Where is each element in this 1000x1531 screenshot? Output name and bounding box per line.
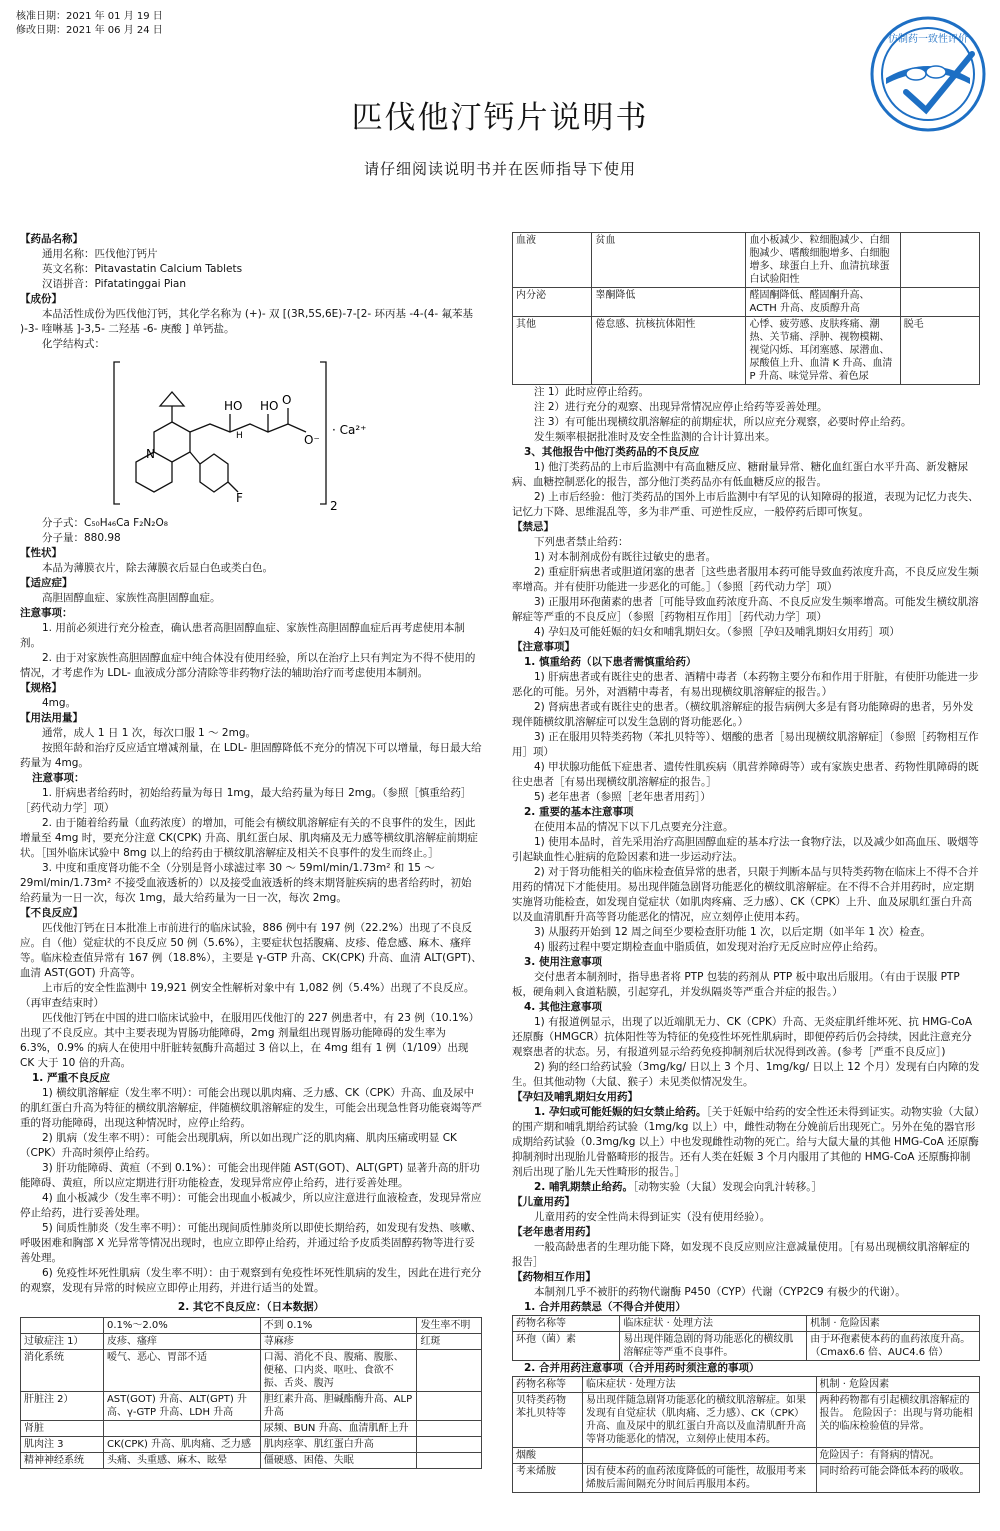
table-header-cell: 机制 · 危险因素 (807, 1316, 980, 1332)
subsection-heading: 1. 合并用药禁忌（不得合并使用） (524, 1301, 686, 1313)
table-cell: 考来烯胺 (513, 1464, 583, 1493)
adverse-item: 2) 肌病（发生率不明）：可能会出现肌病，所以如出现广泛的肌肉痛、肌肉压痛或明显 CK（CPK）升高时须停止给药。 (20, 1132, 457, 1159)
chemical-structure (20, 354, 482, 514)
chemical-structure-diagram (20, 354, 380, 514)
table-cell: AST(GOT) 升高、ALT(GPT) 升高、γ-GTP 升高、LDH 升高 (103, 1392, 260, 1421)
table-cell: 内分泌 (513, 288, 592, 317)
note-heading: 注意事项： (20, 607, 73, 619)
indications-note: 2. 由于对家族性高胆固醇血症中纯合体没有使用经验，所以在治疗上只有判定为不得不使用的情况，才考虑作为 LDL- 血液成分部分清除等非药物疗法的辅助治疗而考虑使用本制剂。 (20, 652, 476, 679)
subsection-heading: 3. 使用注意事项 (524, 956, 602, 968)
table-cell: 肝脏注 2） (21, 1392, 104, 1421)
table-cell (583, 1448, 817, 1464)
dosage-note: 2. 由于随着给药量（血药浓度）的增加，可能会有横纹肌溶解症有关的不良事件的发生，因此增量至 4mg 时，要充分注意 CK(CPK) 升高、肌红蛋白尿、肌肉痛及无力感等横纹肌溶解症前期症状。［国外临床试验中 8mg 以上的给药由于横纹肌溶解症及相关不良事件的发生而终止。］ (20, 817, 478, 859)
table-cell (900, 233, 979, 288)
other-adverse-table (20, 1317, 482, 1469)
table-cell: 胆红素升高、胆碱酯酶升高、ALP 升高 (260, 1392, 417, 1421)
contra-item: 2) 重症肝病患者或胆道闭塞的患者［这些患者服用本药可能导致血药浓度升高，不良反应发生频率增高。并有使肝功能进一步恶化的可能。］（参照［药代动力学］项） (512, 566, 979, 593)
table-footnote: 注 1）此时应停止给药。 (534, 386, 650, 398)
struct-f-label: F (236, 491, 243, 505)
properties-text: 本品为薄膜衣片，除去薄膜衣后显白色或类白色。 (42, 562, 273, 574)
statin-adverse-item: 1) 他汀类药品的上市后监测中有高血糖反应、糖耐量异常、糖化血红蛋白水平升高、新发糖尿病、血糖控制恶化的报告，部分他汀类药品亦有低血糖反应的报告。 (512, 461, 969, 488)
table-row (513, 1448, 980, 1464)
lactation-text (512, 1180, 980, 1195)
table-cell (900, 288, 979, 317)
table-row (21, 1453, 482, 1469)
table-footnote: 发生频率根据批准时及安全性监测的合计计算出来。 (534, 431, 776, 443)
lactation-subheading: 2. 哺乳期禁止给药。 (534, 1181, 633, 1193)
table-row (21, 1392, 482, 1421)
adverse-item: 3) 肝功能障碍、黄疸（不到 0.1%）：可能会出现伴随 AST(GOT)、ALT(GPT) 显著升高的肝功能障碍、黄疸，所以应定期进行肝功能检查，发现异常应停止给药，进行妥善处理。 (20, 1162, 480, 1189)
lactation-detail: ［动物实验（大鼠）发现会向乳汁转移。］ (632, 1181, 822, 1193)
precaution-item: 1) 有报道例显示，出现了以近端肌无力、CK（CPK）升高、无炎症肌纤维坏死、抗 HMG-CoA 还原酶（HMGCR）抗体阳性等为特征的免疫性坏死性肌病时，即便停药后仍会持续，因此注意充分观察患者的状态。另，有报道列显示给药免疫抑制剂后状况得到改善。(参考［严重不良反应］) (512, 1016, 973, 1058)
section-heading: 【孕妇及哺乳期妇女用药】 (512, 1091, 638, 1103)
struct-subscript: 2 (330, 499, 338, 513)
table-row (513, 317, 980, 385)
approve-date: 核准日期：2021 年 01 月 19 日 (16, 11, 163, 22)
table-cell: 过敏症注 1） (21, 1334, 104, 1350)
subsection-heading: 1. 严重不良反应 (32, 1072, 110, 1084)
precaution-item: 4) 服药过程中要定期检查血中脂质值，如发现对治疗无反应时应停止给药。 (534, 941, 885, 953)
table-cell: 倦怠感、抗核抗体阳性 (592, 317, 746, 385)
indications-text: 高胆固醇血症、家族性高胆固醇血症。 (42, 592, 221, 604)
table-cell: 易出现伴随急剧的肾功能恶化的横纹肌溶解症等严重不良事件。 (620, 1332, 807, 1361)
pregnancy-subheading: 1. 孕妇或可能妊娠的妇女禁止给药。 (534, 1106, 707, 1118)
table-row (513, 1332, 980, 1361)
spec-text: 4mg。 (42, 697, 77, 709)
table-cell: 烟酸 (513, 1448, 583, 1464)
subsection-heading: 3、其他报告中他汀类药品的不良反应 (524, 446, 700, 458)
adverse-text: 上市后的安全性监测中 19,921 例安全性解析对象中有 1,082 例（5.4%）出现了不良反应。（再审查结束时） (20, 982, 475, 1009)
struct-h-label: H (236, 431, 243, 441)
table-cell (417, 1453, 482, 1469)
adverse-item: 5) 间质性肺炎（发生率不明）：可能出现间质性肺炎所以即使长期给药，如发现有发热、咳嗽、呼吸困难和胸部 X 光异常等情况出现时，也应立即停止给药，并通过给予皮质类固醇药物等进行妥善处理。 (20, 1222, 482, 1264)
adverse-text: 匹伐他汀钙在日本批准上市前进行的临床试验，886 例中有 197 例（22.2%）出现了不良反应。自（他）觉症状的不良反应 50 例（5.6%），主要症状包括腹痛、皮疹、倦怠感、麻木、瘙痒等。临床检查值异常有 167 例（18.8%），主要是 γ-GTP 升高、CK(CPK) 升高、血清 ALT(GPT)、血清 AST(GOT) 升高等。 (20, 922, 482, 979)
table-cell: 肌肉痉挛、肌红蛋白升高 (260, 1437, 417, 1453)
table-cell: 贫血 (592, 233, 746, 288)
table-header-row (513, 1316, 980, 1332)
section-heading: 【适应症】 (20, 577, 73, 589)
pregnancy-text (512, 1105, 980, 1180)
precaution-item: 2) 狗的经口给药试验（3mg/kg/ 日以上 3 个月、1mg/kg/ 日以上 12 个月）发现有白内障的发生。但其他动物（大鼠、猴子）未见类似情况发生。 (512, 1061, 980, 1088)
table-cell (417, 1392, 482, 1421)
english-name: 英文名称：Pitavastatin Calcium Tablets (42, 263, 243, 275)
table-header-cell: 不到 0.1% (260, 1318, 417, 1334)
table-cell: 嗳气、恶心、胃部不适 (103, 1350, 260, 1392)
table-header-cell: 临床症状 · 处理方法 (620, 1316, 807, 1332)
table-cell (417, 1437, 482, 1453)
other-adverse-table-continued (512, 232, 980, 385)
table-cell (417, 1421, 482, 1437)
precaution-item: 在使用本品的情况下以下几点要充分注意。 (534, 821, 734, 833)
statin-adverse-item: 2) 上市后经验：他汀类药品的国外上市后监测中有罕见的认知障碍的报道，表现为记忆力丧失、记忆力下降、思维混乱等，多为非严重、可逆性反应，一般停药后即可恢复。 (512, 491, 979, 518)
table-cell: 尿频、BUN 升高、血清肌酐上升 (260, 1421, 417, 1437)
table-cell: 红斑 (417, 1334, 482, 1350)
table-footnote: 注 3）有可能出现横纹肌溶解症的前期症状，所以应充分观察，必要时停止给药。 (534, 416, 912, 428)
struct-ho-label: HO (260, 399, 279, 413)
contra-item: 1) 对本制剂成份有既往过敏史的患者。 (534, 551, 717, 563)
indications-note: 1. 用前必须进行充分检查，确认患者高胆固醇血症、家族性高胆固醇血症后再考虑使用本制剂。 (20, 622, 465, 649)
table-row (513, 288, 980, 317)
molecular-formula: 分子式：C₅₀H₄₆Ca F₂N₂O₈ (42, 517, 168, 529)
section-heading: 【不良反应】 (20, 907, 83, 919)
table-cell: 同时给药可能会降低本药的吸收。 (816, 1464, 979, 1493)
dosage-text: 通常，成人 1 日 1 次，每次口服 1 ～ 2mg。 (42, 727, 256, 739)
table-cell: 肌肉注 3 (21, 1437, 104, 1453)
table-cell: 皮疹、瘙痒 (103, 1334, 260, 1350)
precaution-item: 3) 从服药开始到 12 周之间至少要检查肝功能 1 次，以后定期（如半年 1 次）检查。 (534, 926, 931, 938)
pinyin-name: 汉语拼音：Pifatatinggai Pian (42, 278, 187, 290)
table-cell: 血液 (513, 233, 592, 288)
table-cell: 易出现伴随急剧肾功能恶化的横纹肌溶解症。如果发现有自觉症状（肌肉痛、乏力感）、CK（CPK）升高、血及尿中的肌红蛋白升高以及血清肌酐升高等肾功能恶化的情况，立刻停止使用本药。 (583, 1393, 817, 1448)
adverse-text: 匹伐他汀钙在中国的进口临床试验中，在服用匹伐他汀的 227 例患者中，有 23 例（10.1%）出现了不良反应。其中主要表现为胃肠功能障碍，2mg 剂量组出现胃肠功能障碍的发生率为 6.3%，0.9% 的病人在使用中肝脏转氨酶升高超过 3 倍以上，在 4mg 组有 1 例（1/109）出现 CK 大于 10 倍的升高。 (20, 1012, 480, 1069)
table-cell: 贝特类药物 苯扎贝特等 (513, 1393, 583, 1448)
precaution-item: 2) 肾病患者或有既往史的患者。（横纹肌溶解症的报告病例大多是有肾功能障碍的患者，另外发现伴随横纹肌溶解症可以发生急剧的肾功能恶化。） (512, 701, 974, 728)
structure-label: 化学结构式： (42, 338, 105, 350)
children-text: 儿童用药的安全性尚未得到证实（没有使用经验）。 (534, 1211, 771, 1223)
contra-intro: 下列患者禁止给药： (534, 536, 629, 548)
table-cell (417, 1350, 482, 1392)
struct-n-label: N (146, 447, 155, 461)
table-cell: 口渴、消化不良、腹痛、腹胀、便秘、口内炎、呕吐、食欲不振、舌炎、腹泻 (260, 1350, 417, 1392)
subsection-heading: 2. 重要的基本注意事项 (524, 806, 634, 818)
note-heading: 注意事项： (32, 772, 85, 784)
table-cell: 头痛、头重感、麻木、眩晕 (103, 1453, 260, 1469)
table-row (21, 1421, 482, 1437)
table-row (513, 233, 980, 288)
table-cell: 睾酮降低 (592, 288, 746, 317)
table-header-cell: 机制 · 危险因素 (816, 1377, 979, 1393)
subsection-heading: 1. 慎重给药（以下患者需慎重给药） (524, 656, 697, 668)
table-row (21, 1334, 482, 1350)
table-header-row (513, 1377, 980, 1393)
dosage-note: 1. 肝病患者给药时，初始给药量为每日 1mg，最大给药量为每日 2mg。（参照［慎重给药］［药代动力学］项） (20, 787, 472, 814)
table-row (21, 1350, 482, 1392)
left-column (20, 232, 482, 1469)
struct-o-label: O (282, 393, 292, 407)
precaution-item: 交付患者本制剂时，指导患者将 PTP 包装的药剂从 PTP 板中取出后服用。（有由于误服 PTP 板，硬角刺入食道粘膜，引起穿孔，并发纵隔炎等严重合并症的报告。） (512, 971, 960, 998)
table-cell (103, 1421, 260, 1437)
table-cell: 肾脏 (21, 1421, 104, 1437)
page-title: 匹伐他汀钙片说明书 (351, 100, 649, 136)
adverse-item: 1) 横纹肌溶解症（发生率不明）：可能会出现以肌肉痛、乏力感、CK（CPK）升高、血及尿中的肌红蛋白升高为特征的横纹肌溶解症，伴随横纹肌溶解症的发生，可能会出现急性肾功能衰竭等严重的肾功能障碍，出现这种情况时，应停止给药。 (20, 1087, 482, 1129)
table-cell: 两种药物都有引起横纹肌溶解症的报告。 危险因子：出现与肾功能相关的临床检验值的异常。 (816, 1393, 979, 1448)
section-heading: 【药物相互作用】 (512, 1271, 596, 1283)
section-heading: 【规格】 (20, 682, 62, 694)
table-cell: 危险因子：有肾病的情况。 (816, 1448, 979, 1464)
modify-date: 修改日期：2021 年 06 月 24 日 (16, 25, 163, 36)
interactions-intro: 本制剂几乎不被肝的药物代谢酶 P450（CYP）代谢（CYP2C9 有极少的代谢）。 (534, 1286, 906, 1298)
composition-text: 本品活性成份为匹伐他汀钙，其化学名称为 (+)- 双 [(3R,5S,6E)-7-[2- 环丙基 -4-(4- 氟苯基 )-3- 喹啉基 ]-3,5- 二羟基 -6- 庚酸 ] 单钙盐。 (20, 308, 474, 335)
section-heading: 【用法用量】 (20, 712, 83, 724)
table-header-cell: 发生率不明 (417, 1318, 482, 1334)
struct-calcium-label: · Ca²⁺ (332, 423, 367, 437)
section-heading: 【禁忌】 (512, 521, 554, 533)
section-heading: 【药品名称】 (20, 233, 83, 245)
right-column (512, 232, 980, 1493)
header-dates (16, 10, 163, 38)
table-footnote: 注 2）进行充分的观察、出现异常情况应停止给药等妥善处理。 (534, 401, 828, 413)
table-header-cell: 药物名称等 (513, 1377, 583, 1393)
table-cell: 荨麻疹 (260, 1334, 417, 1350)
combination-caution-table (512, 1376, 980, 1493)
table-row (21, 1437, 482, 1453)
struct-ominus-label: O⁻ (304, 433, 320, 447)
subsection-heading: 2. 合并用药注意事项（合并用药时须注意的事项） (524, 1362, 760, 1374)
table-cell: 消化系统 (21, 1350, 104, 1392)
table-cell: CK(CPK) 升高、肌肉痛、乏力感 (103, 1437, 260, 1453)
table-caption: 2. 其它不良反应：（日本数据） (177, 1301, 325, 1313)
table-header-cell: 药物名称等 (513, 1316, 620, 1332)
section-heading: 【注意事项】 (512, 641, 575, 653)
elderly-text: 一般高龄患者的生理功能下降，如发现不良反应则应注意减量使用。［有易出现横纹肌溶解症的报告］ (512, 1241, 970, 1268)
dosage-text: 按照年龄和治疗反应适宜增减剂量，在 LDL- 胆固醇降低不充分的情况下可以增量，每日最大给药量为 4mg。 (20, 742, 482, 769)
table-cell: 环孢（菌）素 (513, 1332, 620, 1361)
table-header-cell: 临床症状 · 处理方法 (583, 1377, 817, 1393)
section-heading: 【老年患者用药】 (512, 1226, 596, 1238)
adverse-item: 6) 免疫性坏死性肌病（发生率不明）：由于观察到有免疫性坏死性肌病的发生，因此在进行充分的观察，发现有异常的时候应立即停止用药，并进行适当的处置。 (20, 1267, 482, 1294)
dosage-note: 3. 中度和重度肾功能不全（分别是肾小球滤过率 30 ～ 59ml/min/1.73m² 和 15 ～ 29ml/min/1.73m² 不接受血液透析的）以及接受血液透析的终末期肾脏疾病的患者给药时，初始给药量为一日一次，每次 1mg，最大给药量为一日一次，每次 2mg。 (20, 862, 472, 904)
pregnancy-detail: ［关于妊娠中给药的安全性还未得到证实。动物实验（大鼠）的围产期和哺乳期给药试验（1mg/kg 以上）中，雌性动物在分娩前后出现死亡。另外在兔的器官形成期给药试验（0.3mg/kg 以上）中也发现雌性动物的死亡。给与大鼠大量的其他 HMG-CoA 还原酶抑制剂时出现胎儿骨骼畸形的报告。还有人类在妊娠 3 个月内服用了其他的 HMG-CoA 还原酶抑制剂后出现了胎儿先天性畸形的报告。］ (512, 1106, 980, 1178)
table-header-row (21, 1318, 482, 1334)
precaution-item: 1) 肝病患者或有既往史的患者、酒精中毒者（本药物主要分布和作用于肝脏，有使肝功能进一步恶化的可能。另外，对酒精中毒者，有易出现横纹肌溶解症的报告。） (512, 671, 979, 698)
table-header-cell (21, 1318, 104, 1334)
table-cell: 因有使本药的血药浓度降低的可能性，故服用考来烯胺后需间隔充分时间后再服用本药。 (583, 1464, 817, 1493)
table-cell: 僵硬感、困倦、失眠 (260, 1453, 417, 1469)
table-row (513, 1393, 980, 1448)
struct-ho-label: HO (224, 399, 243, 413)
table-cell: 血小板减少、粒细胞减少、白细胞减少、嗜酸细胞增多、白细胞增多、球蛋白上升、血清抗球蛋白试验阳性 (746, 233, 900, 288)
section-heading: 【成份】 (20, 293, 62, 305)
adverse-item: 4) 血小板减少（发生率不明）：可能会出现血小板减少，所以应注意进行血液检查，发现异常应停止给药，进行妥善处理。 (20, 1192, 482, 1219)
table-cell: 精神神经系统 (21, 1453, 104, 1469)
precaution-item: 2) 对于肾功能相关的临床检查值异常的患者，只限于判断本品与贝特类药物在临床上不得不合并用药的情况下才能使用。易出现伴随急剧肾功能恶化的横纹肌溶解症。在不得不合并用药时，应定期实施肾功能检查，如发现自觉症状（如肌肉疼痛、乏力感）、CK（CPK）上升、血及尿肌红蛋白升高以及血清肌酐升高等肾功能恶化的情况，应立刻停止使用本药。 (512, 866, 979, 923)
precaution-item: 1) 使用本品时，首先采用治疗高胆固醇血症的基本疗法一食物疗法，以及减少如高血压、吸烟等引起缺血性心脏病的危险因素和进一步运动疗法。 (512, 836, 979, 863)
molecular-weight: 分子量：880.98 (42, 532, 121, 544)
table-cell: 心悸、疲劳感、皮肤疼痛、潮热、关节痛、浮肿、视物模糊、视觉闪烁、耳闭塞感、尿潜血、尿酸值上升、血清 K 升高、血清 P 升高、味觉异常、着色尿 (746, 317, 900, 385)
section-heading: 【儿童用药】 (512, 1196, 575, 1208)
seal-text: 仿制药一致性评价 (888, 34, 968, 45)
table-cell: 醛固酮降低、醛固酮升高、ACTH 升高、皮质醇升高 (746, 288, 900, 317)
table-cell: 由于环孢素使本药的血药浓度升高。（Cmax6.6 倍、AUC4.6 倍） (807, 1332, 980, 1361)
page-subtitle: 请仔细阅读说明书并在医师指导下使用 (363, 160, 636, 178)
subsection-heading: 4. 其他注意事项 (524, 1001, 602, 1013)
common-name: 通用名称：匹伐他汀钙片 (42, 248, 158, 260)
precaution-item: 3) 正在服用贝特类药物（苯扎贝特等）、烟酸的患者［易出现横纹肌溶解症］（参照［药物相互作用］项） (512, 731, 979, 758)
table-cell: 脱毛 (900, 317, 979, 385)
contra-item: 4) 孕妇及可能妊娠的妇女和哺乳期妇女。（参照［孕妇及哺乳期妇女用药］项） (534, 626, 900, 638)
precaution-item: 5) 老年患者（参照［老年患者用药］） (534, 791, 711, 803)
table-row (513, 1464, 980, 1493)
precaution-item: 4) 甲状腺功能低下症患者、遗传性肌疾病（肌营养障碍等）或有家族史患者、药物性肌障碍的既往史患者［有易出现横纹肌溶解症的报告。］ (512, 761, 979, 788)
contraindicated-combination-table (512, 1315, 980, 1361)
table-cell: 其他 (513, 317, 592, 385)
section-heading: 【性状】 (20, 547, 62, 559)
contra-item: 3) 正服用环孢菌素的患者［可能导致血药浓度升高、不良反应发生频率增高。可能发生横纹肌溶解症等严重的不良反应］（参照［药物相互作用］［药代动力学］项） (512, 596, 979, 623)
table-header-cell: 0.1%～2.0% (103, 1318, 260, 1334)
